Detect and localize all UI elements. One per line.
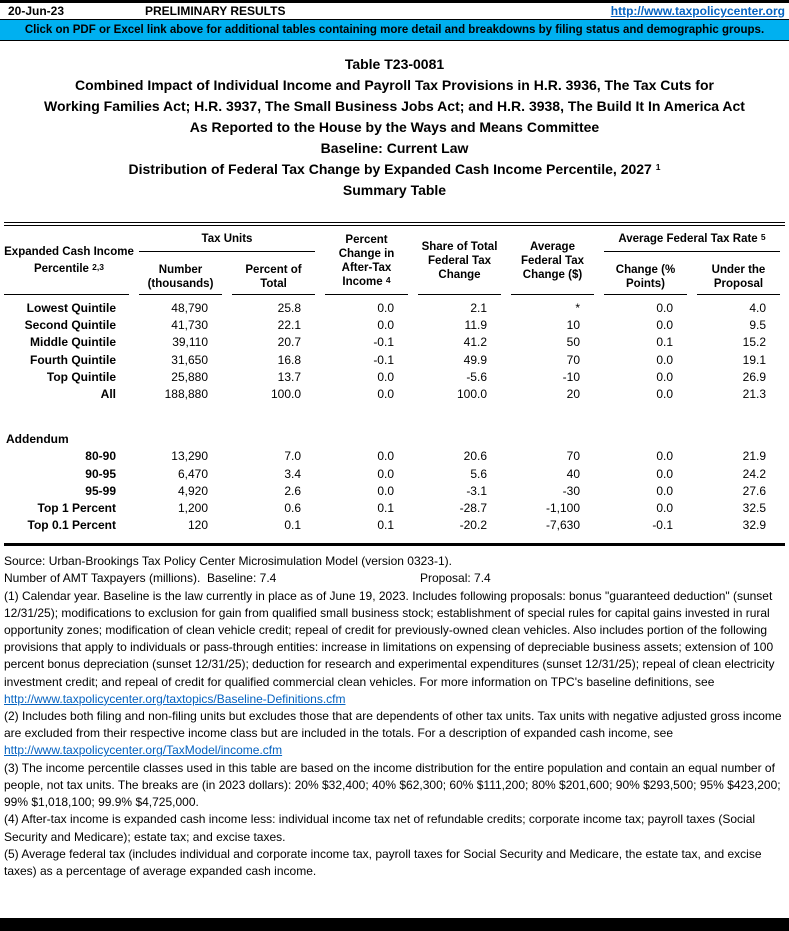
cell-number: 48,790 [171, 301, 208, 315]
cell-rate-change: 0.1 [656, 335, 673, 350]
title-line-4: As Reported to the House by the Ways and Means Committee [189, 119, 600, 135]
footnote-ref-2-3: 2,3 [92, 262, 104, 272]
cell-share: -5.6 [466, 369, 487, 384]
header-underline [697, 294, 780, 295]
table-row-middle-quintile [4, 334, 785, 351]
header-underline [604, 294, 687, 295]
cell-rate-under: 9.5 [749, 318, 766, 333]
header-underline [232, 294, 315, 295]
cell-pct-change-ati: -0.1 [373, 352, 394, 367]
title-line-2: Combined Impact of Individual Income and Payroll Tax Provisions in H.R. 3936, The Tax Cuts for [75, 77, 714, 93]
col-header-avg-federal-tax-rate: Average Federal Tax Rate $^5$ [599, 226, 785, 252]
table-row-all [4, 386, 785, 403]
cell-avg-change: * [575, 301, 580, 315]
preliminary-results-label: PRELIMINARY RESULTS [145, 4, 286, 18]
title-line-3: Working Families Act; H.R. 3937, The Small Business Jobs Act; and H.R. 3938, The Build It In America Act [44, 98, 745, 114]
table-body [4, 300, 785, 534]
bottom-bar [0, 918, 789, 931]
cell-pct-total: 2.6 [284, 483, 301, 498]
cell-pct-change-ati: 0.0 [377, 318, 394, 333]
cell-rate-change: 0.0 [656, 466, 673, 481]
cell-share: -3.1 [466, 483, 487, 498]
cell-pct-total: 16.8 [277, 352, 301, 367]
cell-number: 120 [187, 518, 208, 533]
cell-rate-change: 0.0 [656, 500, 673, 515]
cell-rate-change: 0.0 [656, 449, 673, 464]
cell-rate-under: 19.1 [742, 352, 766, 367]
cell-pct-change-ati: 0.1 [377, 518, 394, 533]
cell-pct-total: 3.4 [284, 466, 301, 481]
cell-avg-change: 70 [566, 449, 580, 464]
table-row-second-quintile [4, 317, 785, 334]
footnote-5: (5) Average federal tax (includes individual and corporate income tax, payroll taxes for Social Security and Medicare, the estate tax, and excise taxes) as a percentage of average expanded cash income. [4, 846, 762, 878]
cell-rate-under: 4.0 [749, 301, 766, 315]
cell-number: 1,200 [177, 500, 208, 515]
footnotes [4, 553, 785, 880]
footnote-ref-5: 5 [760, 232, 766, 242]
cell-pct-change-ati: 0.0 [377, 386, 394, 401]
cell-number: 41,730 [171, 318, 208, 333]
cell-number: 188,880 [164, 386, 208, 401]
cell-pct-change-ati: 0.0 [377, 449, 394, 464]
cell-rate-change: 0.0 [656, 386, 673, 401]
cell-share: 2.1 [470, 301, 487, 315]
footnote-1: (1) Calendar year. Baseline is the law currently in place as of June 19, 2023. Includes following proposals: bonus "guaranteed deduction" (sunset 12/31/25); modifications to exclusion for gain from qualified small business stock; establishment of special rules for capital gains invested in rural opportunity zones; modification of clean vehicle credit; repeal of credit for previously-owned clean vehicles. Also includes portion of the following provisions that apply to individuals or pass-through entities: increase in limitations on expensing of depreciable business assets; extension of 100 percent bonus depreciation (sunset 12/31/25); deduction for research and experimental expenditures (sunset 12/31/25); repeal of clean electricity investment credit; and repeal of credit for qualified commercial clean vehicles. For more information on TPC's baseline definitions, see [4, 588, 775, 689]
cell-rate-under: 21.9 [742, 449, 766, 464]
header-underline [325, 294, 408, 295]
income-definition-link[interactable]: http://www.taxpolicycenter.org/TaxModel/income.cfm [4, 743, 283, 758]
cell-pct-total: 13.7 [277, 369, 301, 384]
cell-pct-change-ati: 0.0 [377, 466, 394, 481]
cell-share: 5.6 [470, 466, 487, 481]
footnote-ref-4: 4 [385, 274, 391, 285]
header-underline [139, 294, 222, 295]
cell-number: 4,920 [177, 483, 208, 498]
header-underline [418, 294, 501, 295]
report-date: 20-Jun-23 [8, 4, 65, 18]
footnote-3: (3) The income percentile classes used in this table are based on the income distribution for the entire population and contain an equal number of people, not tax units. The breaks are (in 2023 dollars): 20% $32,400; 40% $62,300; 60% $111,200; 80% $201,600; 90% $293,500; 95% $423,200; 99% $1,018,100; 99.9% $4,725,000. [4, 760, 781, 810]
cell-rate-change: -0.1 [652, 518, 673, 533]
title-distribution: Distribution of Federal Tax Change by Expanded Cash Income Percentile, 2027 $^1$ [128, 161, 661, 177]
cell-avg-change: -1,100 [545, 500, 580, 515]
cell-rate-change: 0.0 [656, 318, 673, 333]
table-row-lowest-quintile [4, 300, 785, 317]
table-bottom-rule [4, 543, 785, 546]
cell-pct-total: 0.1 [284, 518, 301, 533]
cell-pct-total: 0.6 [284, 500, 301, 515]
cell-avg-change: -30 [562, 483, 580, 498]
table-number: Table T23-0081 [344, 56, 445, 72]
table-header [4, 226, 785, 295]
summary-table [4, 222, 785, 546]
cell-number: 31,650 [171, 352, 208, 367]
col-header-rate-change: Change (% Points) [599, 252, 692, 295]
cell-avg-change: 20 [566, 386, 580, 401]
col-header-pct-change-ati: Percent Change in After-Tax Income $^4$ [320, 226, 413, 295]
amt-baseline: Number of AMT Taxpayers (millions). Baseline: 7.4 [4, 571, 277, 586]
cell-share: 11.9 [464, 318, 487, 333]
table-row-fourth-quintile [4, 352, 785, 369]
row-label: All [100, 386, 116, 401]
footnote-4: (4) After-tax income is expanded cash income less: individual income tax net of refundable credits; corporate income tax; payroll taxes (Social Security and Medicare); estate tax; and excise taxes. [4, 812, 756, 844]
addendum-label: Addendum [6, 432, 69, 447]
cell-pct-total: 22.1 [277, 318, 301, 333]
title-summary: Summary Table [342, 182, 447, 198]
table-row-top-01-percent [4, 517, 785, 534]
col-header-tax-units: Tax Units [134, 226, 320, 252]
cell-share: 41.2 [463, 335, 487, 350]
source-note: Source: Urban-Brookings Tax Policy Center Microsimulation Model (version 0323-1). [4, 554, 452, 569]
title-baseline: Baseline: Current Law [320, 140, 469, 156]
col-header-number: Number (thousands) [134, 252, 227, 295]
row-label: 95-99 [85, 483, 116, 498]
row-label: 80-90 [85, 449, 116, 464]
cell-rate-under: 24.2 [742, 466, 766, 481]
col-header-percentile: Expanded Cash Income Percentile $^{2,3}$ [4, 226, 134, 295]
cell-avg-change: 10 [566, 318, 580, 333]
cell-avg-change: -10 [562, 369, 580, 384]
footnote-ref-1: 1 [655, 162, 661, 172]
amt-taxpayers-note [4, 570, 785, 587]
cell-avg-change: 70 [566, 352, 580, 367]
table-row-90-95 [4, 466, 785, 483]
cell-number: 39,110 [172, 335, 208, 350]
cell-rate-change: 0.0 [656, 352, 673, 367]
cell-pct-change-ati: 0.0 [377, 301, 394, 315]
cell-rate-change: 0.0 [656, 369, 673, 384]
taxpolicycenter-link[interactable]: http://www.taxpolicycenter.org [610, 4, 785, 18]
baseline-definitions-link[interactable]: http://www.taxpolicycenter.org/taxtopics/Baseline-Definitions.cfm [4, 691, 346, 706]
cell-pct-total: 7.0 [284, 449, 301, 464]
row-label: Top Quintile [46, 369, 116, 384]
cell-number: 13,290 [171, 449, 208, 464]
cell-rate-under: 21.3 [742, 386, 766, 401]
cell-pct-change-ati: -0.1 [373, 335, 394, 350]
row-label: Top 1 Percent [37, 500, 116, 515]
cell-share: -28.7 [459, 500, 487, 515]
cell-number: 6,470 [177, 466, 208, 481]
row-label: Top 0.1 Percent [27, 518, 116, 533]
cell-rate-under: 32.5 [742, 500, 766, 515]
col-header-avg-tax-change: Average Federal Tax Change ($) [506, 226, 599, 295]
cell-rate-under: 27.6 [742, 483, 766, 498]
table-row-95-99 [4, 483, 785, 500]
cell-pct-total: 100.0 [270, 386, 301, 401]
cell-rate-change: 0.0 [656, 301, 673, 315]
footnote-2: (2) Includes both filing and non-filing units but excludes those that are dependents of other tax units. Tax units with negative adjusted gross income are excluded from their respective income class but are included in the totals. For a description of expanded cash income, see [4, 709, 782, 741]
info-banner: Click on PDF or Excel link above for additional tables containing more detail and breakdowns by filing status and demographic groups. [0, 19, 789, 41]
cell-avg-change: 40 [566, 466, 580, 481]
header-underline [511, 294, 594, 295]
table-row-80-90 [4, 448, 785, 465]
col-header-under-proposal: Under the Proposal [692, 252, 785, 295]
title-block [0, 54, 789, 201]
cell-avg-change: -7,630 [545, 518, 580, 533]
header-underline [4, 294, 129, 295]
row-label: 90-95 [85, 466, 116, 481]
col-header-percent-of-total: Percent of Total [227, 252, 320, 295]
masthead [0, 3, 789, 18]
cell-share: 100.0 [456, 386, 487, 401]
cell-rate-under: 15.2 [742, 335, 766, 350]
cell-pct-change-ati: 0.1 [377, 500, 394, 515]
cell-share: 49.9 [463, 352, 487, 367]
cell-rate-under: 32.9 [742, 518, 766, 533]
cell-rate-under: 26.9 [742, 369, 766, 384]
cell-pct-total: 25.8 [277, 301, 301, 315]
cell-pct-change-ati: 0.0 [377, 369, 394, 384]
cell-number: 25,880 [171, 369, 208, 384]
row-label: Second Quintile [24, 318, 116, 333]
row-label: Middle Quintile [30, 335, 116, 350]
cell-share: -20.2 [459, 518, 487, 533]
table-row-top-quintile [4, 369, 785, 386]
row-label: Lowest Quintile [26, 301, 116, 315]
row-label: Fourth Quintile [30, 352, 116, 367]
cell-pct-change-ati: 0.0 [377, 483, 394, 498]
col-header-share-of-total: Share of Total Federal Tax Change [413, 226, 506, 295]
table-gap [4, 403, 785, 431]
cell-share: 20.6 [463, 449, 487, 464]
cell-pct-total: 20.7 [277, 335, 301, 350]
table-row-top-1-percent [4, 500, 785, 517]
cell-avg-change: 50 [566, 335, 580, 350]
amt-proposal: Proposal: 7.4 [420, 571, 491, 586]
cell-rate-change: 0.0 [656, 483, 673, 498]
